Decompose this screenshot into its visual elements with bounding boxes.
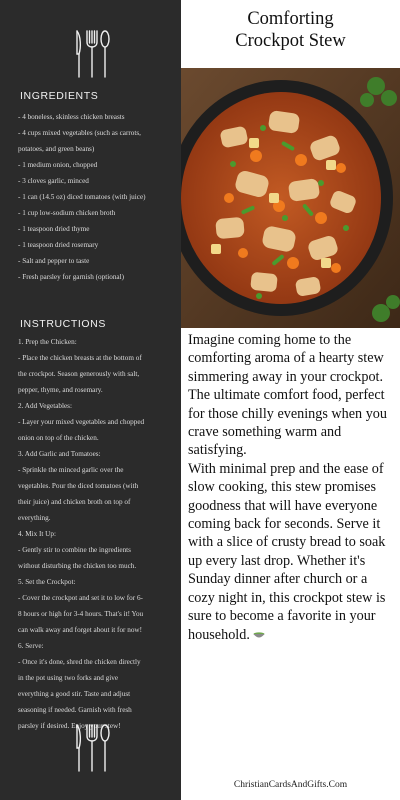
instructions-item: - Once it's done, shred the chicken directly: [18, 658, 141, 666]
instructions-item: in the pot using two forks and give: [18, 674, 119, 682]
instructions-item: - Place the chicken breasts at the bottom of: [18, 354, 142, 362]
ingredients-item: - Fresh parsley for garnish (optional): [18, 273, 124, 281]
instructions-item: seasoning if needed. Garnish with fresh: [18, 706, 132, 714]
ingredients-item: - 1 can (14.5 oz) diced tomatoes (with juice): [18, 193, 146, 201]
instructions-item: 4. Mix It Up:: [18, 530, 56, 538]
instructions-item: onion on top of the chicken.: [18, 434, 99, 442]
recipe-description: [188, 331, 396, 644]
description-paragraph-1: Imagine coming home to the comforting aroma of a hearty stew simmering away in your crockpot. The ultimate comfort food, perfect for those chilly evenings when you crave something warm and satisfying.: [188, 332, 387, 459]
ingredients-item: - Salt and pepper to taste: [18, 257, 90, 265]
instructions-item: 8 hours or high for 3-4 hours. That's it! You: [18, 610, 144, 618]
ingredients-item: - 3 cloves garlic, minced: [18, 177, 89, 185]
instructions-item: can walk away and forget about it for now!: [18, 626, 143, 634]
description-paragraph-2: [188, 460, 396, 644]
ingredients-list: [18, 109, 176, 285]
instructions-item: parsley if desired. Enjoy your stew!: [18, 722, 121, 730]
ingredients-item: - 1 teaspoon dried rosemary: [18, 241, 99, 249]
instructions-item: 3. Add Garlic and Tomatoes:: [18, 450, 101, 458]
ingredients-item: - 1 teaspoon dried thyme: [18, 225, 90, 233]
title-line-1: Comforting: [247, 9, 334, 29]
instructions-item: 6. Serve:: [18, 642, 44, 650]
instructions-item: - Cover the crockpot and set it to low for 6-: [18, 594, 143, 602]
ingredients-item: - 4 cups mixed vegetables (such as carrots,: [18, 129, 141, 137]
stew-photo: [181, 68, 400, 328]
recipe-title: [181, 8, 400, 52]
instructions-heading: INSTRUCTIONS: [20, 318, 106, 330]
instructions-item: - Layer your mixed vegetables and chopped: [18, 418, 145, 426]
description-paragraph-2-text: With minimal prep and the ease of slow cooking, this stew promises goodness that will have everyone coming back for seconds. Serve it with a slice of crusty bread to soak up every last drop. Whether it's Sunday dinner after church or a cozy night in, this crockpot stew is sure to become a favorite in your household.: [188, 460, 386, 643]
instructions-item: 5. Set the Crockpot:: [18, 578, 76, 586]
stew-bowl-icon: [253, 630, 265, 640]
instructions-item: without disturbing the chicken too much.: [18, 562, 137, 570]
ingredients-item: - 1 medium onion, chopped: [18, 161, 98, 169]
instructions-item: pepper, thyme, and rosemary.: [18, 386, 103, 394]
ingredients-item: - 4 boneless, skinless chicken breasts: [18, 113, 125, 121]
instructions-item: - Sprinkle the minced garlic over the: [18, 466, 124, 474]
instructions-item: 1. Prep the Chicken:: [18, 338, 77, 346]
ingredients-item: potatoes, and green beans): [18, 145, 95, 153]
instructions-item: everything.: [18, 514, 51, 522]
instructions-item: - Gently stir to combine the ingredients: [18, 546, 131, 554]
ingredients-heading: INGREDIENTS: [20, 90, 99, 102]
cutlery-icon: [72, 28, 112, 80]
stew-illustration: [181, 68, 400, 328]
instructions-item: their juice) and chicken broth on top of: [18, 498, 131, 506]
instructions-item: 2. Add Vegetables:: [18, 402, 72, 410]
site-footer[interactable]: ChristianCardsAndGifts.Com: [233, 780, 348, 790]
title-line-2: Crockpot Stew: [235, 31, 346, 51]
instructions-list: [18, 334, 176, 734]
instructions-item: the crockpot. Season generously with salt,: [18, 370, 140, 378]
ingredients-instructions-panel: [0, 0, 181, 800]
instructions-item: vegetables. Pour the diced tomatoes (with: [18, 482, 139, 490]
cutlery-icon: [72, 722, 112, 774]
ingredients-item: - 1 cup low-sodium chicken broth: [18, 209, 116, 217]
instructions-item: everything a good stir. Taste and adjust: [18, 690, 131, 698]
